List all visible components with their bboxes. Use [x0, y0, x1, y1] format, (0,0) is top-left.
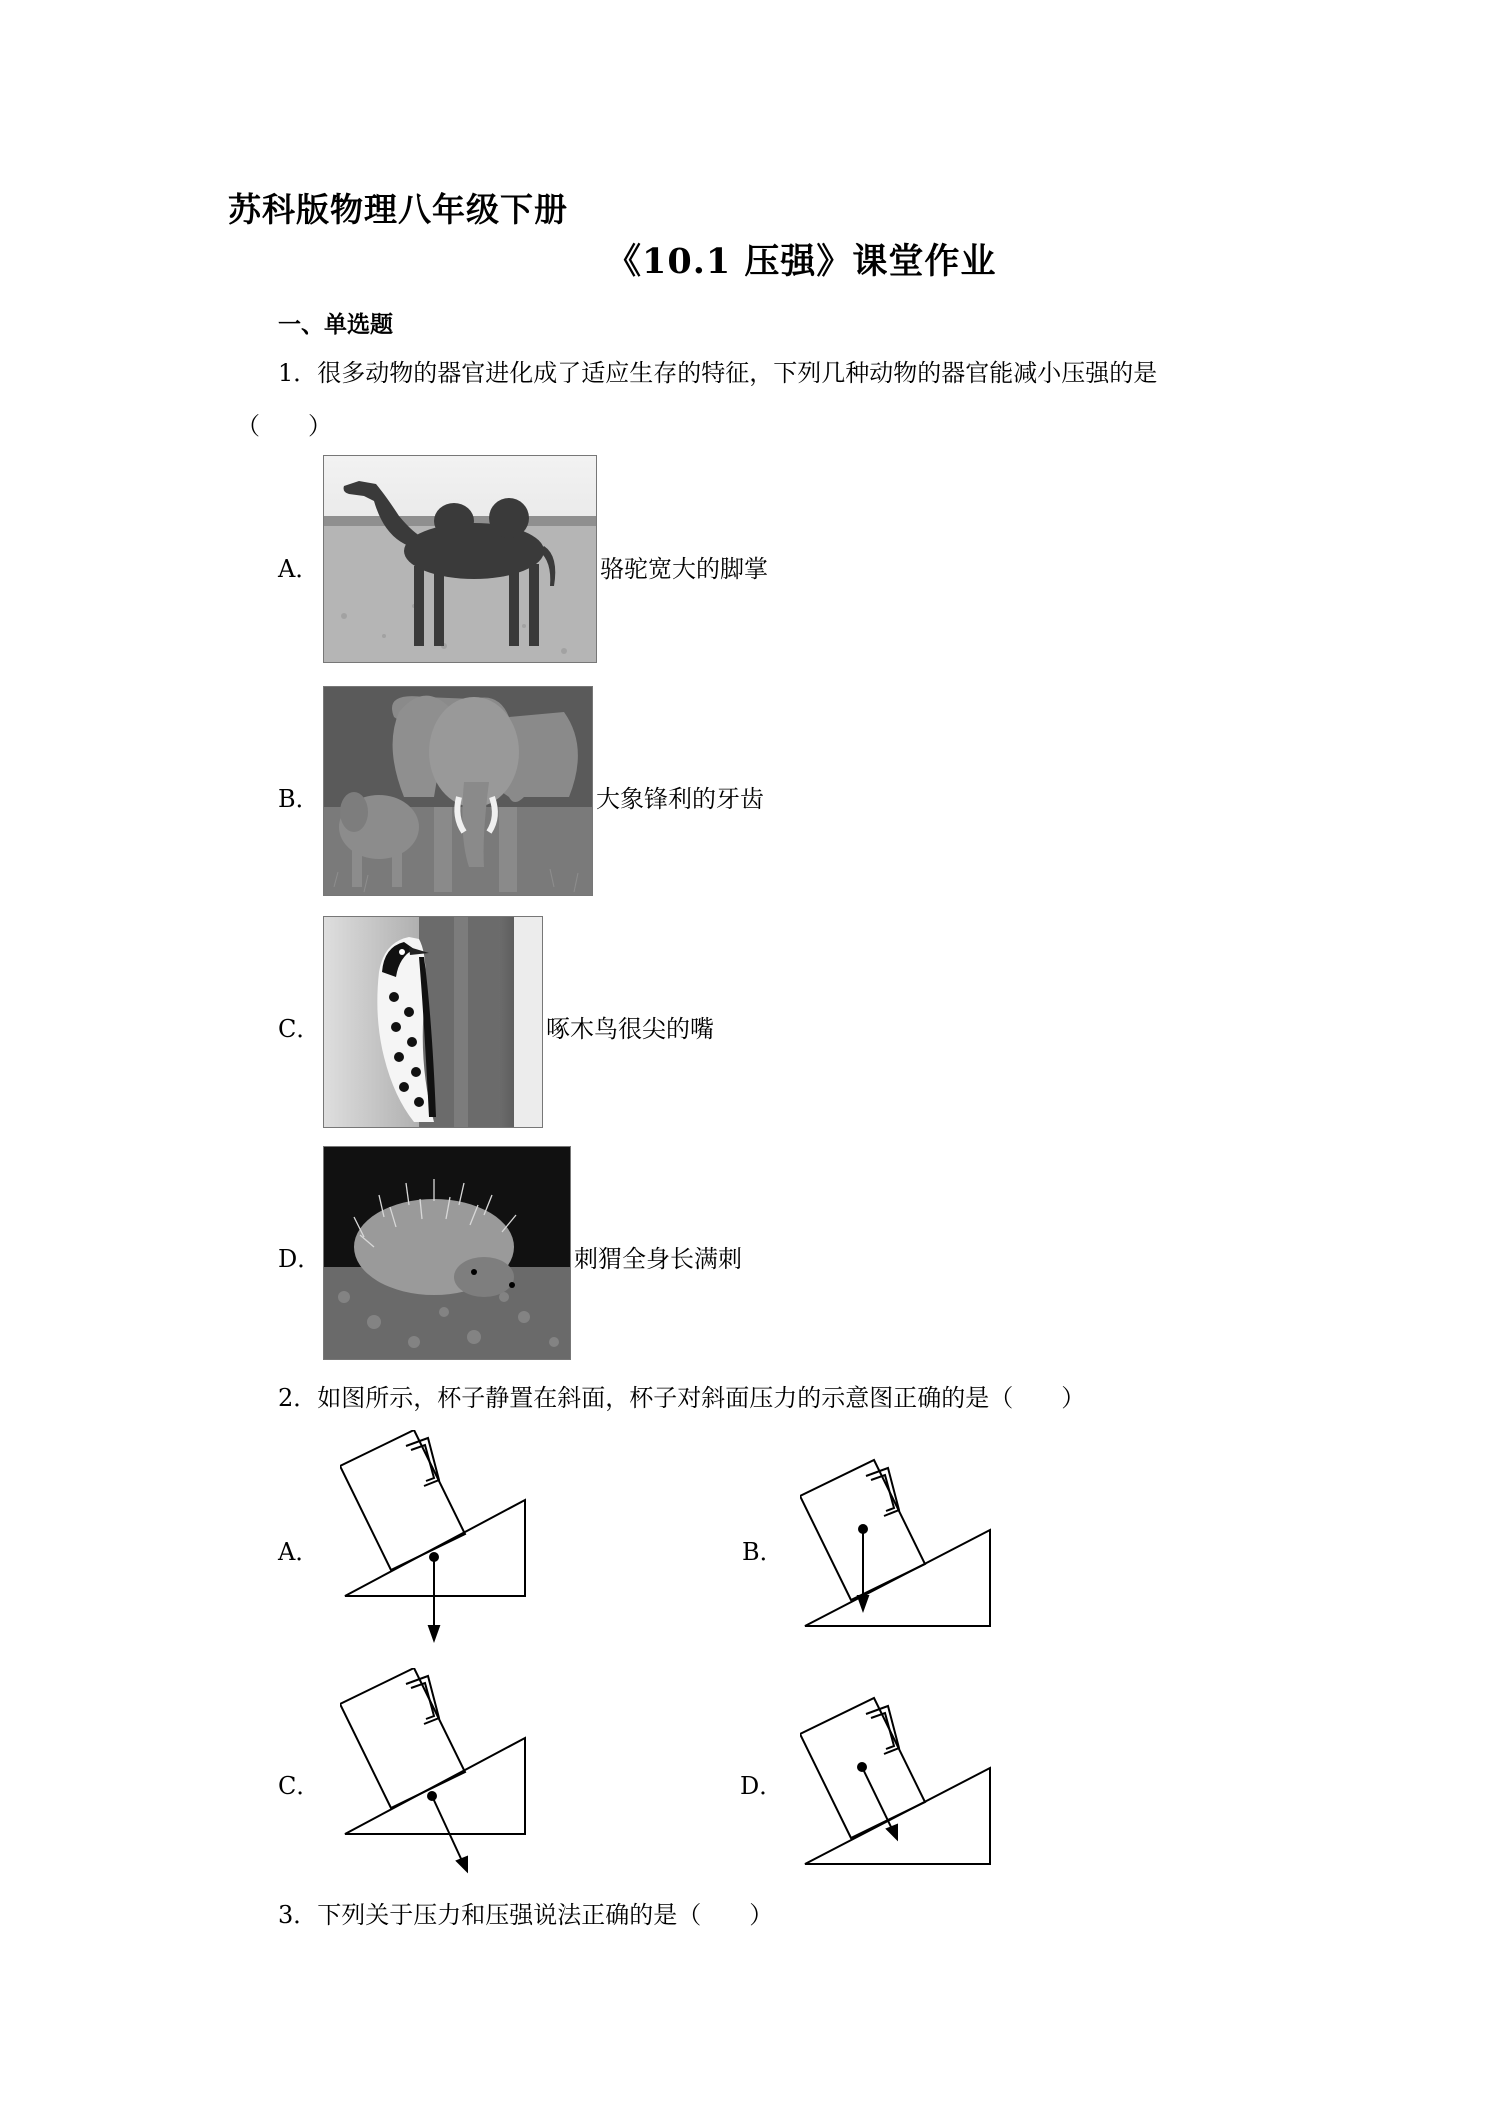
- option-letter-c: C．: [278, 1015, 321, 1043]
- hedgehog-photo: [323, 1146, 571, 1360]
- question-text: 下列关于压力和压强说法正确的是（ ）: [317, 1901, 774, 1929]
- question-number: 2．: [278, 1384, 318, 1412]
- answer-blank: （ ）: [236, 412, 332, 440]
- option-text-c: 啄木鸟很尖的嘴: [546, 1015, 714, 1043]
- option-text-a: 骆驼宽大的脚掌: [600, 555, 768, 583]
- question-3: [278, 1897, 773, 1933]
- option-letter-d: D．: [740, 1772, 784, 1800]
- question-1: [278, 355, 1157, 391]
- question-2: [278, 1380, 1085, 1416]
- diagram-option-c: [340, 1668, 535, 1888]
- question-text: 很多动物的器官进化成了适应生存的特征，下列几种动物的器官能减小压强的是: [317, 359, 1158, 387]
- diagram-option-a: [340, 1430, 530, 1650]
- option-letter-c: C．: [278, 1772, 321, 1800]
- question-number: 3．: [278, 1901, 318, 1929]
- option-text-d: 刺猬全身长满刺: [574, 1245, 742, 1273]
- section-heading: 一、单选题: [278, 311, 393, 338]
- option-text-b: 大象锋利的牙齿: [596, 785, 764, 813]
- option-letter-a: A．: [278, 1538, 320, 1566]
- option-letter-d: D．: [278, 1245, 322, 1273]
- subject-title: 苏科版物理八年级下册: [228, 190, 568, 229]
- question-text: 如图所示，杯子静置在斜面，杯子对斜面压力的示意图正确的是（ ）: [317, 1384, 1086, 1412]
- camel-photo: [323, 455, 597, 663]
- document-title: 《10.1 压强》课堂作业: [606, 241, 997, 282]
- question-number: 1．: [278, 359, 318, 387]
- diagram-option-b: [800, 1450, 995, 1635]
- elephant-photo: [323, 686, 593, 896]
- option-letter-b: B．: [278, 785, 320, 813]
- diagram-option-d: [800, 1688, 995, 1873]
- option-letter-b: B．: [742, 1538, 784, 1566]
- woodpecker-photo: [323, 916, 543, 1128]
- option-letter-a: A．: [278, 555, 320, 583]
